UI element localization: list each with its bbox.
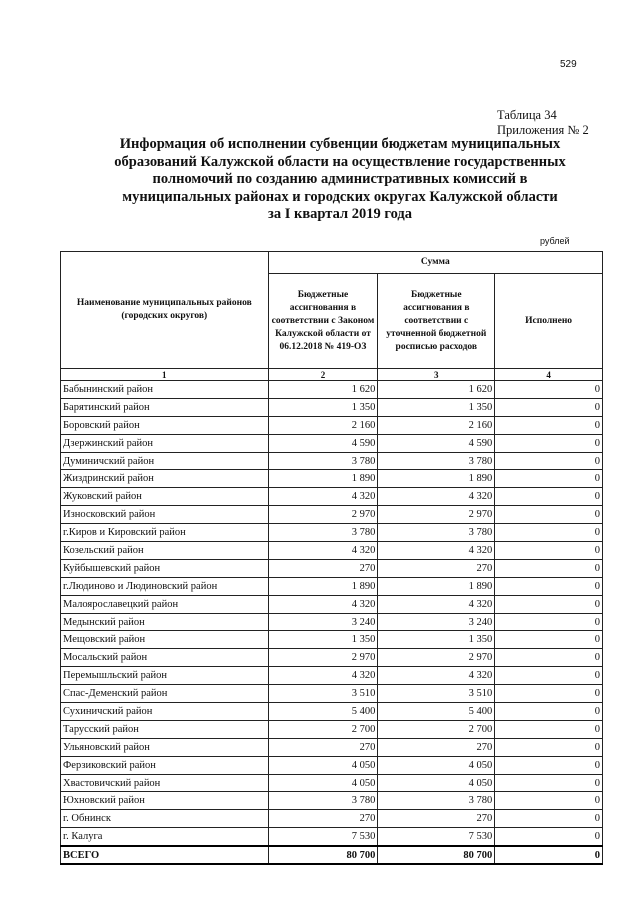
assigned-schedule-cell: 270	[378, 810, 495, 828]
table-row	[61, 488, 603, 506]
assigned-schedule-cell: 270	[378, 738, 495, 756]
assigned-schedule-cell: 3 780	[378, 524, 495, 542]
table-row	[61, 703, 603, 721]
district-name-cell: Бабынинский район	[61, 381, 269, 399]
assigned-schedule-cell: 4 050	[378, 774, 495, 792]
table-row	[61, 792, 603, 810]
page-number: 529	[560, 59, 577, 70]
assigned-schedule-cell: 1 890	[378, 470, 495, 488]
district-name-cell: Ульяновский район	[61, 738, 269, 756]
executed-cell: 0	[495, 738, 603, 756]
column-number: 1	[61, 369, 269, 381]
assigned-schedule-cell: 270	[378, 559, 495, 577]
district-name-cell: Козельский район	[61, 542, 269, 560]
executed-cell: 0	[495, 756, 603, 774]
assigned-schedule-cell: 80 700	[378, 846, 495, 864]
assigned-law-cell: 4 320	[268, 542, 378, 560]
assigned-schedule-cell: 4 590	[378, 434, 495, 452]
district-name-cell: Барятинский район	[61, 398, 269, 416]
executed-cell: 0	[495, 828, 603, 846]
district-name-cell: Мосальский район	[61, 649, 269, 667]
table-row	[61, 774, 603, 792]
table-row	[61, 756, 603, 774]
header-col4: Исполнено	[495, 274, 603, 369]
table-row	[61, 506, 603, 524]
assigned-schedule-cell: 2 160	[378, 416, 495, 434]
district-name-cell: Спас-Деменский район	[61, 685, 269, 703]
executed-cell: 0	[495, 416, 603, 434]
executed-cell: 0	[495, 846, 603, 864]
executed-cell: 0	[495, 434, 603, 452]
table-row	[61, 738, 603, 756]
assigned-law-cell: 4 320	[268, 488, 378, 506]
assigned-schedule-cell: 4 320	[378, 542, 495, 560]
district-name-cell: Ферзиковский район	[61, 756, 269, 774]
executed-cell: 0	[495, 649, 603, 667]
units-label: рублей	[540, 236, 570, 246]
executed-cell: 0	[495, 774, 603, 792]
total-row	[61, 846, 603, 864]
executed-cell: 0	[495, 488, 603, 506]
district-name-cell: ВСЕГО	[61, 846, 269, 864]
district-name-cell: Медынский район	[61, 613, 269, 631]
district-name-cell: Дзержинский район	[61, 434, 269, 452]
assigned-schedule-cell: 1 350	[378, 398, 495, 416]
district-name-cell: Перемышльский район	[61, 667, 269, 685]
document-title	[80, 136, 600, 224]
assigned-schedule-cell: 4 320	[378, 667, 495, 685]
table-row	[61, 416, 603, 434]
table-row	[61, 631, 603, 649]
district-name-cell: Боровский район	[61, 416, 269, 434]
executed-cell: 0	[495, 506, 603, 524]
assigned-law-cell: 2 700	[268, 720, 378, 738]
executed-cell: 0	[495, 613, 603, 631]
assigned-schedule-cell: 4 320	[378, 488, 495, 506]
executed-cell: 0	[495, 792, 603, 810]
assigned-law-cell: 1 350	[268, 398, 378, 416]
assigned-law-cell: 80 700	[268, 846, 378, 864]
assigned-law-cell: 2 970	[268, 506, 378, 524]
executed-cell: 0	[495, 524, 603, 542]
assigned-law-cell: 4 590	[268, 434, 378, 452]
executed-cell: 0	[495, 577, 603, 595]
title-line: за I квартал 2019 года	[268, 206, 412, 222]
district-name-cell: г.Киров и Кировский район	[61, 524, 269, 542]
table-label: Таблица 34	[497, 108, 557, 122]
table-row	[61, 613, 603, 631]
assigned-law-cell: 270	[268, 559, 378, 577]
table-row	[61, 559, 603, 577]
column-number: 2	[268, 369, 378, 381]
assigned-law-cell: 270	[268, 738, 378, 756]
header-col2: Бюджетные ассигнования в соответствии с Законом Калужской области от 06.12.2018 № 419-ОЗ	[268, 274, 378, 369]
assigned-schedule-cell: 4 050	[378, 756, 495, 774]
table-row	[61, 649, 603, 667]
assigned-law-cell: 3 780	[268, 792, 378, 810]
district-name-cell: Тарусский район	[61, 720, 269, 738]
table-row	[61, 470, 603, 488]
assigned-schedule-cell: 1 620	[378, 381, 495, 399]
table-row	[61, 381, 603, 399]
assigned-schedule-cell: 2 700	[378, 720, 495, 738]
table-row	[61, 524, 603, 542]
executed-cell: 0	[495, 685, 603, 703]
assigned-law-cell: 270	[268, 810, 378, 828]
assigned-law-cell: 3 510	[268, 685, 378, 703]
assigned-law-cell: 1 890	[268, 577, 378, 595]
assigned-law-cell: 3 780	[268, 452, 378, 470]
executed-cell: 0	[495, 398, 603, 416]
title-line: муниципальных районах и городских округах Калужской области	[122, 188, 558, 205]
assigned-schedule-cell: 3 780	[378, 792, 495, 810]
column-number: 3	[378, 369, 495, 381]
assigned-law-cell: 2 160	[268, 416, 378, 434]
district-name-cell: Износковский район	[61, 506, 269, 524]
assigned-law-cell: 7 530	[268, 828, 378, 846]
column-number: 4	[495, 369, 603, 381]
table-caption	[497, 108, 589, 138]
table-row	[61, 828, 603, 846]
table-row	[61, 452, 603, 470]
executed-cell: 0	[495, 720, 603, 738]
district-name-cell: г. Обнинск	[61, 810, 269, 828]
table-row	[61, 685, 603, 703]
title-line: полномочий по созданию административных комиссий в	[152, 171, 528, 187]
assigned-law-cell: 3 240	[268, 613, 378, 631]
assigned-schedule-cell: 4 320	[378, 595, 495, 613]
header-col3: Бюджетные ассигнования в соответствии с уточненной бюджетной росписью расходов	[378, 274, 495, 369]
executed-cell: 0	[495, 452, 603, 470]
assigned-schedule-cell: 2 970	[378, 649, 495, 667]
assigned-schedule-cell: 1 350	[378, 631, 495, 649]
assigned-law-cell: 5 400	[268, 703, 378, 721]
assigned-law-cell: 1 620	[268, 381, 378, 399]
assigned-schedule-cell: 3 240	[378, 613, 495, 631]
executed-cell: 0	[495, 559, 603, 577]
assigned-schedule-cell: 5 400	[378, 703, 495, 721]
district-name-cell: Жиздринский район	[61, 470, 269, 488]
assigned-law-cell: 4 320	[268, 595, 378, 613]
district-name-cell: Жуковский район	[61, 488, 269, 506]
table-row	[61, 667, 603, 685]
district-name-cell: Юхновский район	[61, 792, 269, 810]
executed-cell: 0	[495, 810, 603, 828]
executed-cell: 0	[495, 667, 603, 685]
title-line: Информация об исполнении субвенции бюджетам муниципальных	[119, 136, 561, 152]
executed-cell: 0	[495, 631, 603, 649]
header-sum: Сумма	[268, 252, 602, 274]
district-name-cell: Сухиничский район	[61, 703, 269, 721]
title-line: образований Калужской области на осуществление государственных	[114, 153, 566, 170]
subvention-table	[60, 251, 603, 865]
table-row	[61, 577, 603, 595]
assigned-law-cell: 2 970	[268, 649, 378, 667]
executed-cell: 0	[495, 381, 603, 399]
executed-cell: 0	[495, 703, 603, 721]
district-name-cell: г.Людиново и Людиновский район	[61, 577, 269, 595]
assigned-law-cell: 4 050	[268, 756, 378, 774]
assigned-law-cell: 1 890	[268, 470, 378, 488]
table-row	[61, 398, 603, 416]
table-row	[61, 434, 603, 452]
district-name-cell: Малоярославецкий район	[61, 595, 269, 613]
executed-cell: 0	[495, 542, 603, 560]
appendix-label: Приложения № 2	[497, 123, 589, 137]
assigned-schedule-cell: 1 890	[378, 577, 495, 595]
assigned-schedule-cell: 3 510	[378, 685, 495, 703]
executed-cell: 0	[495, 470, 603, 488]
executed-cell: 0	[495, 595, 603, 613]
district-name-cell: Хвастовичский район	[61, 774, 269, 792]
header-name: Наименование муниципальных районов (городских округов)	[61, 252, 269, 369]
table-row	[61, 542, 603, 560]
assigned-law-cell: 4 320	[268, 667, 378, 685]
assigned-law-cell: 4 050	[268, 774, 378, 792]
assigned-schedule-cell: 7 530	[378, 828, 495, 846]
district-name-cell: Куйбышевский район	[61, 559, 269, 577]
table-row	[61, 595, 603, 613]
assigned-schedule-cell: 2 970	[378, 506, 495, 524]
district-name-cell: г. Калуга	[61, 828, 269, 846]
assigned-schedule-cell: 3 780	[378, 452, 495, 470]
district-name-cell: Мещовский район	[61, 631, 269, 649]
table-row	[61, 810, 603, 828]
assigned-law-cell: 1 350	[268, 631, 378, 649]
table-row	[61, 720, 603, 738]
assigned-law-cell: 3 780	[268, 524, 378, 542]
district-name-cell: Думиничский район	[61, 452, 269, 470]
